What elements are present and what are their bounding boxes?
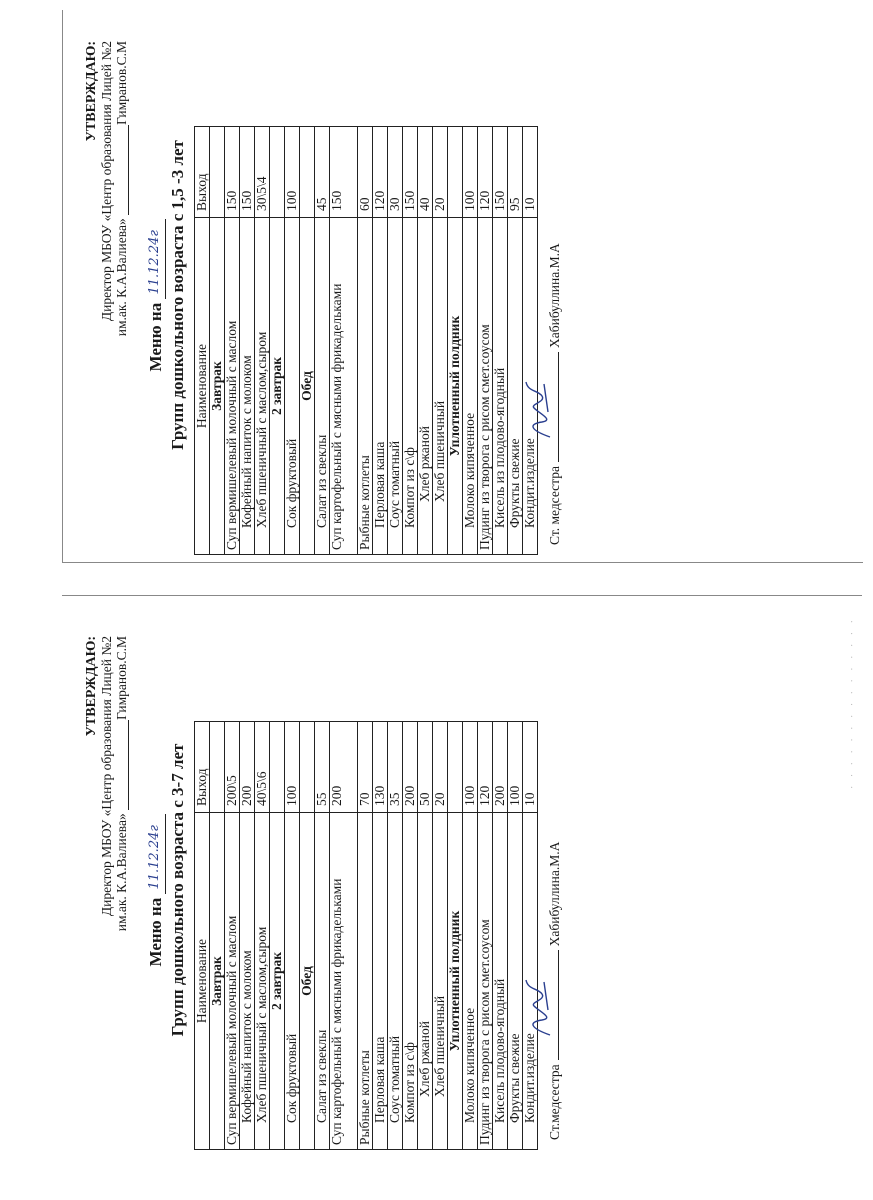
- date-field: [149, 814, 166, 894]
- director-name: Гимранов.С.М: [114, 41, 129, 125]
- dish-name: 2 завтрак: [270, 218, 285, 555]
- dish-name: Молоко кипяченное: [463, 218, 478, 555]
- table-row: [300, 127, 315, 555]
- dish-output: 150: [225, 127, 240, 218]
- dish-output: [448, 127, 463, 218]
- dish-name: Сок фруктовый: [285, 813, 300, 1150]
- table-row: [285, 127, 300, 555]
- dish-output: [300, 127, 315, 218]
- table-row: [433, 127, 448, 555]
- dish-output: 10: [523, 722, 538, 813]
- handwritten-date: 11.12.24г: [147, 825, 162, 890]
- menu-title: [146, 35, 166, 555]
- dish-name: Сок фруктовый: [285, 218, 300, 555]
- table-row: [330, 722, 358, 1150]
- dish-name: Салат из свеклы: [315, 218, 330, 555]
- dish-name: Салат из свеклы: [315, 813, 330, 1150]
- table-row: [523, 722, 538, 1150]
- dish-output: 40\5\6: [255, 722, 270, 813]
- dish-name: Молоко кипяченное: [463, 813, 478, 1150]
- dish-output: 100: [463, 127, 478, 218]
- dish-name: Кофейный напиток с молоком: [240, 218, 255, 555]
- table-row: [270, 722, 285, 1150]
- table-row: [523, 127, 538, 555]
- date-field: [149, 219, 166, 299]
- dish-name: Рыбные котлеты: [358, 218, 373, 555]
- approval-heading: УТВЕРЖДАЮ:: [84, 41, 99, 142]
- dish-name: Завтрак: [210, 813, 225, 1150]
- dish-output: 60: [358, 127, 373, 218]
- dish-output: 35: [388, 722, 403, 813]
- group-title: Групп дошкольного возраста с 1,5 -3 лет: [168, 140, 187, 450]
- dish-output: [270, 722, 285, 813]
- table-row: [433, 722, 448, 1150]
- table-row: [418, 722, 433, 1150]
- dish-output: 150: [493, 127, 508, 218]
- table-row: [508, 722, 523, 1150]
- dish-output: 20: [433, 722, 448, 813]
- table-row: [388, 722, 403, 1150]
- dish-output: 100: [285, 127, 300, 218]
- table-row: [463, 722, 478, 1150]
- dish-name: Пудинг из творога с рисом смет.соусом: [478, 813, 493, 1150]
- dish-output: 100: [508, 722, 523, 813]
- table-row: [225, 722, 240, 1150]
- dish-name: Компот из с\ф: [403, 218, 418, 555]
- dish-name: Кофейный напиток с молоком: [240, 813, 255, 1150]
- table-row: [478, 722, 493, 1150]
- signature-line: [116, 720, 129, 810]
- dish-name: Соус томатный: [388, 813, 403, 1150]
- menu-1-5-3-years: [84, 35, 562, 555]
- menu-title: [146, 630, 166, 1150]
- table-row: [285, 722, 300, 1150]
- dish-name: 2 завтрак: [270, 813, 285, 1150]
- dish-output: 200: [240, 722, 255, 813]
- dish-output: [300, 722, 315, 813]
- dish-name: Уплотненный полдник: [448, 218, 463, 555]
- dish-name: Кисель плодово-ягодный: [493, 813, 508, 1150]
- director-org: им.ак. К.А.Валиева»: [114, 218, 129, 337]
- table-header-row: [195, 127, 210, 555]
- dish-name: Соус томатный: [388, 218, 403, 555]
- table-row: [418, 127, 433, 555]
- dish-name: Завтрак: [210, 218, 225, 555]
- dish-output: 150: [240, 127, 255, 218]
- dish-name: Хлеб пшеничный с маслом,сыром: [255, 813, 270, 1150]
- table-row: [373, 722, 388, 1150]
- director-line-1: Директор МБОУ «Центр образования Лицей №2: [99, 41, 114, 322]
- dish-name: Хлеб пшеничный с маслом,сыром: [255, 218, 270, 555]
- table-row: [255, 127, 270, 555]
- dish-output: 150: [330, 127, 358, 218]
- nurse-name: Хабибуллина.М.А: [547, 841, 562, 947]
- table-row: [388, 127, 403, 555]
- header-output: Выход: [195, 127, 210, 218]
- dish-output: [270, 127, 285, 218]
- dish-output: 40: [418, 127, 433, 218]
- table-row: [358, 127, 373, 555]
- director-line-2: [114, 41, 129, 336]
- dish-name: Перловая каша: [373, 218, 388, 555]
- signature-scribble-icon: [520, 372, 560, 442]
- dish-name: Хлеб пшеничный: [433, 218, 448, 555]
- dish-output: 120: [478, 127, 493, 218]
- director-line-2: [114, 636, 129, 931]
- dish-output: 100: [463, 722, 478, 813]
- dish-output: 10: [523, 127, 538, 218]
- dish-name: Обед: [300, 218, 315, 555]
- dish-output: 95: [508, 127, 523, 218]
- header-output: Выход: [195, 722, 210, 813]
- approval-block: [84, 41, 129, 336]
- table-row: [270, 127, 285, 555]
- table-row: [330, 127, 358, 555]
- table-row: [493, 722, 508, 1150]
- dish-name: Пудинг из творога с рисом смет.соусом: [478, 218, 493, 555]
- table-row: [315, 127, 330, 555]
- table-row: [358, 722, 373, 1150]
- dish-name: Кондит.изделие: [523, 218, 538, 555]
- dish-name: Перловая каша: [373, 813, 388, 1150]
- dish-output: 100: [285, 722, 300, 813]
- dish-name: Кисель из плодово-ягодный: [493, 218, 508, 555]
- table-row: [493, 127, 508, 555]
- table-row: [403, 127, 418, 555]
- dish-name: Хлеб ржаной: [418, 218, 433, 555]
- director-line-1: Директор МБОУ «Центр образования Лицей №2: [99, 636, 114, 917]
- dish-output: [448, 722, 463, 813]
- menu-label: Меню на: [146, 897, 165, 967]
- dish-output: 50: [418, 722, 433, 813]
- dish-name: Рыбные котлеты: [358, 813, 373, 1150]
- dish-output: [210, 722, 225, 813]
- table-row: [240, 127, 255, 555]
- table-row: [478, 127, 493, 555]
- approval-heading: УТВЕРЖДАЮ:: [84, 636, 99, 737]
- dish-name: Суп вермишелевый молочный с маслом: [225, 218, 240, 555]
- approval-block: [84, 636, 129, 931]
- nurse-signature: [546, 842, 563, 1140]
- dish-output: 200: [493, 722, 508, 813]
- nurse-signature: [546, 243, 563, 545]
- dish-output: 130: [373, 722, 388, 813]
- dish-output: 200: [403, 722, 418, 813]
- dish-name: Суп картофельный с мясными фрикадельками: [330, 218, 358, 555]
- handwritten-date: 11.12.24г: [147, 230, 162, 295]
- dish-output: 120: [373, 127, 388, 218]
- table-row: [300, 722, 315, 1150]
- menu-table: [194, 721, 538, 1150]
- director-org: им.ак. К.А.Валиева»: [114, 813, 129, 932]
- dish-output: [210, 127, 225, 218]
- dish-output: 30: [388, 127, 403, 218]
- dish-name: Компот из с\ф: [403, 813, 418, 1150]
- table-row: [225, 127, 240, 555]
- dish-output: 70: [358, 722, 373, 813]
- dish-output: 45: [315, 127, 330, 218]
- table-row: [508, 127, 523, 555]
- menu-label: Меню на: [146, 302, 165, 372]
- nurse-name: Хабибуллина.М.А: [547, 243, 562, 349]
- nurse-sign-line: [546, 950, 559, 1060]
- dish-name: Хлеб ржаной: [418, 813, 433, 1150]
- nurse-label: Ст.медсестра: [547, 1064, 562, 1140]
- director-name: Гимранов.С.М: [114, 636, 129, 720]
- table-row: [255, 722, 270, 1150]
- table-header-row: [195, 722, 210, 1150]
- dish-output: 200\5: [225, 722, 240, 813]
- menu-table: [194, 126, 538, 555]
- nurse-label: Ст. медсестра: [547, 466, 562, 545]
- table-row: [403, 722, 418, 1150]
- table-row: [463, 127, 478, 555]
- dish-name: Кондит.изделие: [523, 813, 538, 1150]
- header-name: Наименование: [195, 218, 210, 555]
- dish-name: Обед: [300, 813, 315, 1150]
- dish-name: Суп вермишелевый молочный с маслом: [225, 813, 240, 1150]
- dish-output: 120: [478, 722, 493, 813]
- dish-output: 30\5\4: [255, 127, 270, 218]
- dish-output: 55: [315, 722, 330, 813]
- dish-output: 20: [433, 127, 448, 218]
- signature-line: [116, 125, 129, 215]
- table-row: [315, 722, 330, 1150]
- dish-name: Суп картофельный с мясными фрикадельками: [330, 813, 358, 1150]
- table-row: [210, 127, 225, 555]
- table-row: [448, 127, 463, 555]
- header-name: Наименование: [195, 813, 210, 1150]
- dish-name: Фрукты свежие: [508, 218, 523, 555]
- signature-scribble-icon: [520, 970, 560, 1040]
- dish-output: 200: [330, 722, 358, 813]
- table-row: [240, 722, 255, 1150]
- table-row: [210, 722, 225, 1150]
- scan-noise: · · · · · · · · · · · · · · ·: [845, 620, 856, 792]
- table-row: [373, 127, 388, 555]
- group-title: Групп дошкольного возраста с 3-7 лет: [168, 743, 187, 1037]
- table-row: [448, 722, 463, 1150]
- dish-name: Уплотненный полдник: [448, 813, 463, 1150]
- dish-name: Хлеб пшеничный: [433, 813, 448, 1150]
- dish-name: Фрукты свежие: [508, 813, 523, 1150]
- dish-output: 150: [403, 127, 418, 218]
- menu-3-7-years: [84, 630, 562, 1150]
- nurse-sign-line: [546, 352, 559, 462]
